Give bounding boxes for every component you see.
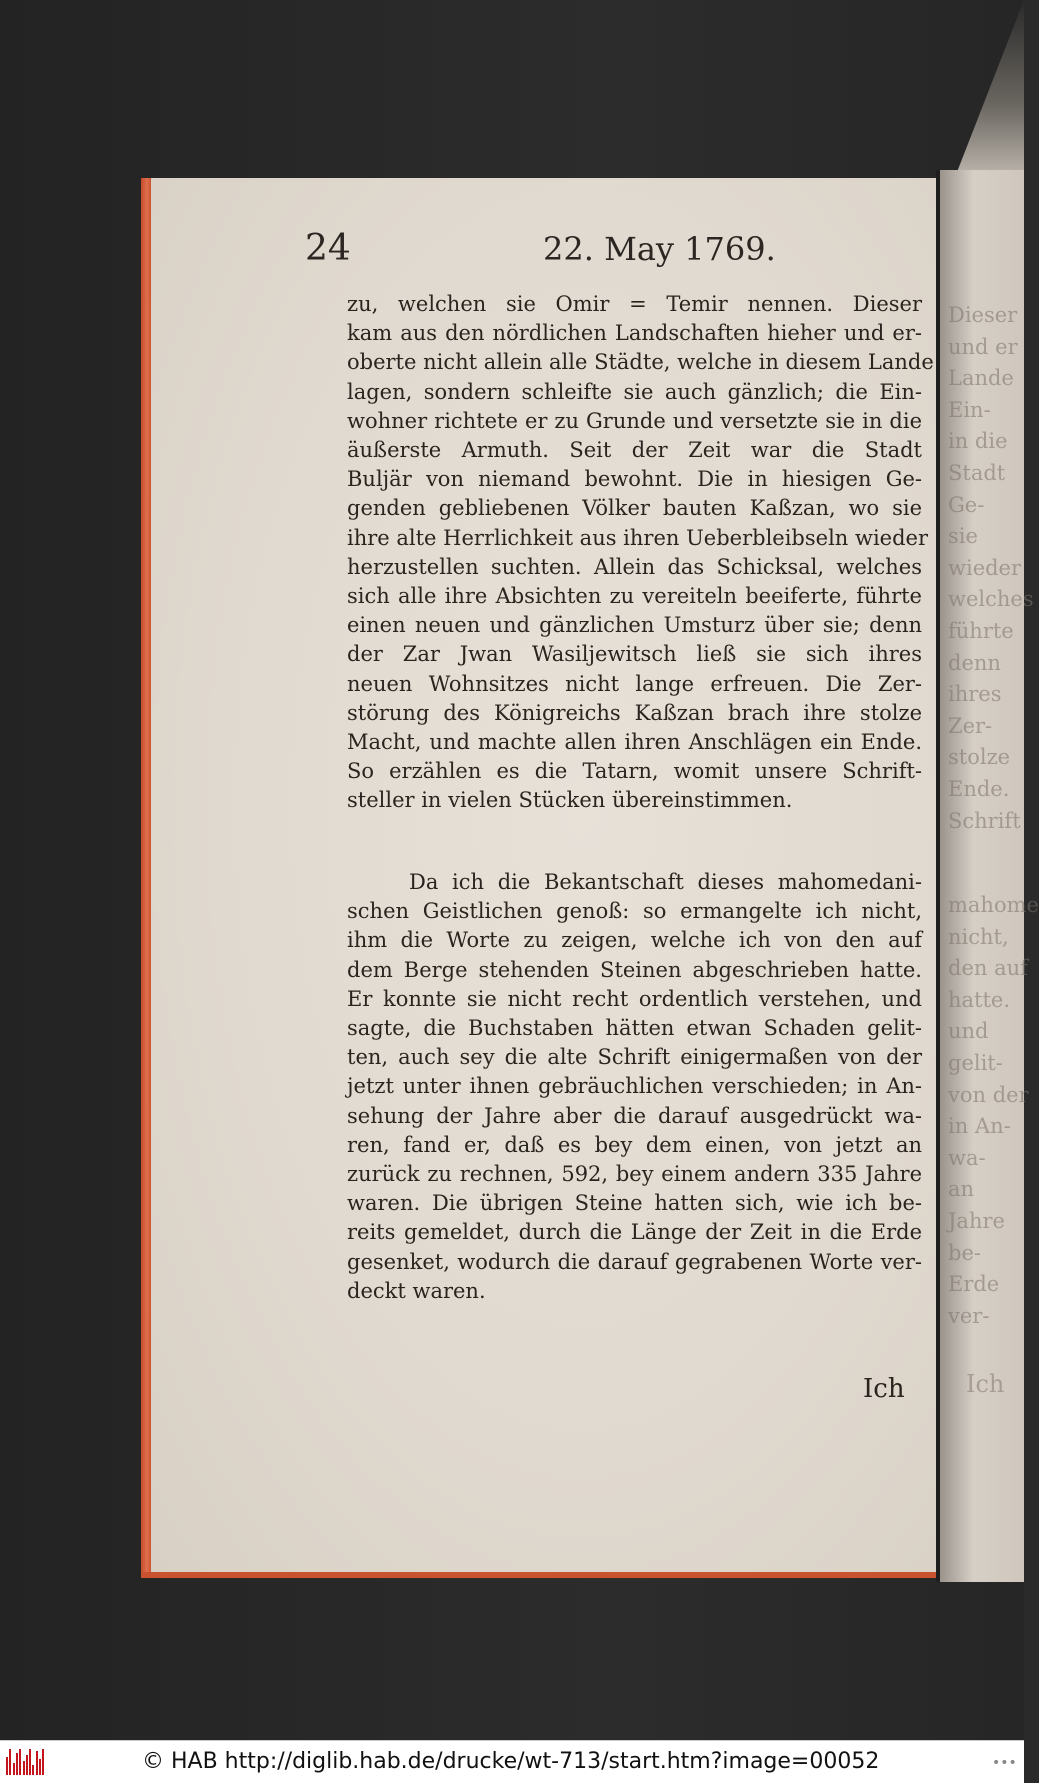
text-line: sagte, die Buchstaben hätten etwan Schaden gelit-	[347, 1016, 922, 1041]
logo-bar	[16, 1753, 18, 1775]
copyright-link[interactable]: © HAB http://diglib.hab.de/drucke/wt-713/start.htm?image=00052	[142, 1749, 880, 1774]
text-line: kam aus den nördlichen Landschaften hieher und er-	[347, 321, 922, 346]
bleed-through-text: mahome nicht, den auf hatte. und gelit- von der in An- wa- an Jahre be- Erde ver-	[948, 893, 1039, 1328]
text-line: zurück zu rechnen, 592, bey einem andern 335 Jahre	[347, 1162, 922, 1187]
text-line: schen Geistlichen genoß: so ermangelte ich nicht,	[347, 899, 922, 924]
text-line: reits gemeldet, durch die Länge der Zeit in die Erde	[347, 1220, 922, 1245]
text-line: einen neuen und gänzlichen Umsturz über sie; denn	[347, 613, 922, 638]
text-line: oberte nicht allein alle Städte, welche in diesem Lande	[347, 350, 934, 375]
paragraph-1	[347, 290, 934, 816]
page-red-edge-bottom	[141, 1572, 936, 1578]
logo-bar	[13, 1763, 15, 1775]
page-red-edge	[141, 178, 151, 1576]
logo-bar	[6, 1757, 8, 1775]
text-line: äußerste Armuth. Seit der Zeit war die Stadt	[347, 438, 922, 463]
text-line: deckt waren.	[347, 1278, 486, 1303]
running-head-date: 22. May 1769.	[543, 230, 776, 268]
text-line: herzustellen suchten. Allein das Schicksal, welches	[347, 554, 922, 579]
paragraph-2	[347, 868, 922, 1306]
logo-bar	[29, 1749, 31, 1775]
logo-bar	[19, 1749, 21, 1775]
logo-bar	[32, 1765, 34, 1775]
logo-bar	[23, 1761, 25, 1775]
logo-bar	[42, 1749, 44, 1775]
hab-logo-icon[interactable]	[6, 1749, 46, 1775]
text-line: dem Berge stehenden Steinen abgeschrieben hatte.	[347, 957, 922, 982]
bleed-through-catchword: Ich	[966, 1370, 1005, 1398]
text-line: Buljär von niemand bewohnt. Die in hiesigen Ge-	[347, 467, 922, 492]
text-line: sich alle ihre Absichten zu vereiteln beeiferte, führte	[347, 584, 922, 609]
bleed-through-text: Dieser und er Lande Ein- in die Stadt Ge- sie wieder welches führte denn ihres Zer- stolze Ende. Schrift	[948, 303, 1034, 833]
logo-bar	[9, 1749, 11, 1775]
page-number: 24	[305, 228, 351, 269]
text-line: ihm die Worte zu zeigen, welche ich von den auf	[347, 928, 922, 953]
text-line: genden gebliebenen Völker bauten Kaßzan, wo sie	[347, 496, 922, 521]
text-line: der Zar Jwan Wasiljewitsch ließ sie sich ihres	[347, 642, 922, 667]
text-line: jetzt unter ihnen gebräuchlichen verschieden; in An-	[347, 1074, 922, 1099]
text-line: Da ich die Bekantschaft dieses mahomedani-	[409, 870, 922, 894]
text-line: gesenket, wodurch die darauf gegrabenen Worte ver-	[347, 1249, 922, 1274]
text-line: sehung der Jahre aber die darauf ausgedrückt wa-	[347, 1103, 922, 1128]
text-line: waren. Die übrigen Steine hatten sich, wie ich be-	[347, 1191, 922, 1216]
book-gutter	[936, 170, 940, 1582]
text-line: wohner richtete er zu Grunde und versetzte sie in die	[347, 408, 922, 433]
book-page	[151, 178, 936, 1576]
logo-bar	[36, 1751, 38, 1775]
viewer-footer	[0, 1740, 1024, 1783]
text-line: zu, welchen sie Omir = Temir nennen. Dieser	[347, 292, 922, 316]
text-line: Er konnte sie nicht recht ordentlich verstehen, und	[347, 986, 922, 1011]
logo-bar	[26, 1755, 28, 1775]
text-line: steller in vielen Stücken übereinstimmen.	[347, 788, 793, 813]
text-line: ihre alte Herrlichkeit aus ihren Ueberbleibseln wieder	[347, 525, 929, 550]
text-line: ren, fand er, daß es bey dem einen, von jetzt an	[347, 1132, 922, 1157]
catchword: Ich	[863, 1374, 905, 1404]
text-line: ten, auch sey die alte Schrift einigermaßen von der	[347, 1045, 922, 1070]
text-line: So erzählen es die Tatarn, womit unsere Schrift-	[347, 759, 922, 784]
text-line: lagen, sondern schleifte sie auch gänzlich; die Ein-	[347, 379, 922, 404]
text-line: Macht, und machte allen ihren Anschlägen ein Ende.	[347, 730, 922, 755]
logo-bar	[39, 1759, 41, 1775]
text-line: störung des Königreichs Kaßzan brach ihre stolze	[347, 700, 922, 725]
more-options-icon[interactable]: •••	[992, 1755, 1017, 1771]
facing-page-bleed	[940, 170, 1039, 1582]
text-line: neuen Wohnsitzes nicht lange erfreuen. Die Zer-	[347, 671, 922, 696]
